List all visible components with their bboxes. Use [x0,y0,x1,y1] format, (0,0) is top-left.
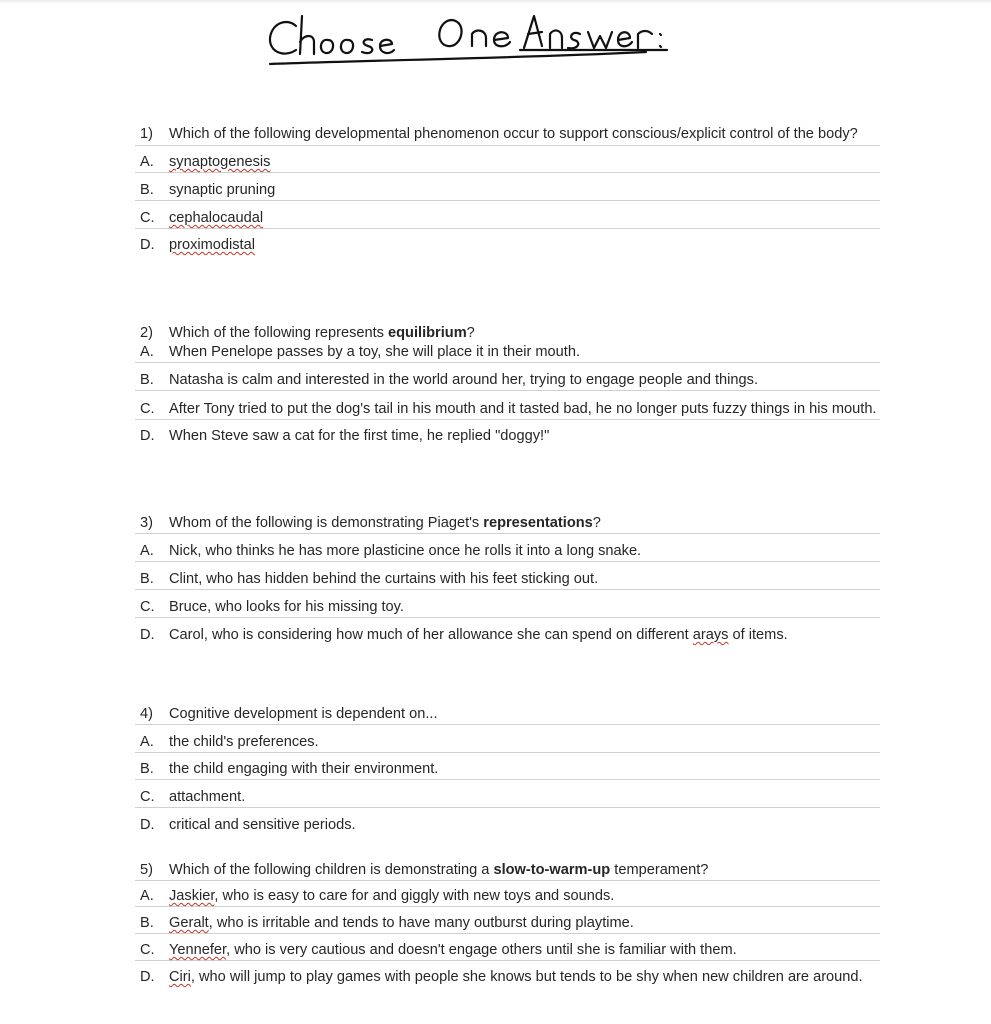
option-letter: C. [140,210,155,226]
option-text: synaptogenesis [169,154,271,170]
option-letter: C. [140,401,155,417]
option-letter: B. [140,761,154,777]
option-letter: D. [140,627,155,643]
question-text-post: temperament? [610,862,709,878]
option-text: , who is very cautious and doesn't engage others until she is familiar with them. [226,942,737,958]
option-row[interactable] [135,597,880,618]
option-text: When Penelope passes by a toy, she will place it in their mouth. [169,344,581,360]
option-letter: C. [140,789,155,805]
option-text: attachment. [169,789,246,805]
option-letter: D. [140,428,155,444]
option-text: cephalocaudal [169,210,264,226]
question-5 [135,860,880,987]
option-letter: A. [140,888,154,904]
option-row[interactable] [135,180,880,201]
option-letter: B. [140,571,154,587]
option-letter: C. [140,599,155,615]
handwritten-title [262,6,682,68]
question-number: 4) [140,706,153,722]
option-letter: A. [140,543,154,559]
question-text-post: ? [466,325,475,341]
option-row[interactable] [135,759,880,780]
option-row[interactable] [135,886,880,907]
question-keyword: slow-to-warm-up [493,862,611,878]
option-text: , who will jump to play games with people she knows but tends to be shy when new children are around. [190,969,863,985]
option-text: When Steve saw a cat for the first time, he replied "doggy!" [169,428,550,444]
option-row[interactable] [135,342,880,363]
question-stem [135,513,880,534]
option-letter: B. [140,372,154,388]
question-4 [135,704,880,835]
option-name: Yennefer [169,942,227,958]
option-text: the child engaging with their environment. [169,761,439,777]
question-text-pre: Which of the following represents [169,325,389,341]
option-text: After Tony tried to put the dog's tail in his mouth and it tasted bad, he no longer puts fuzzy things in his mouth. [169,401,877,417]
option-text: Clint, who has hidden behind the curtains with his feet sticking out. [169,571,599,587]
question-stem [135,704,880,725]
option-text: Natasha is calm and interested in the world around her, trying to engage people and things. [169,372,758,388]
option-text: Bruce, who looks for his missing toy. [169,599,404,615]
option-text-pre: Carol, who is considering how much of her allowance she can spend on different [169,627,693,643]
option-letter: A. [140,344,154,360]
option-row[interactable] [135,152,880,173]
option-row[interactable] [135,940,880,961]
option-row[interactable] [135,569,880,590]
option-row[interactable] [135,787,880,808]
option-row[interactable] [135,815,880,835]
option-name: Jaskier [169,888,215,904]
option-row[interactable] [135,732,880,753]
option-letter: D. [140,817,155,833]
option-row[interactable] [135,426,880,446]
option-text: proximodistal [169,237,255,253]
option-row[interactable] [135,370,880,391]
question-stem [135,860,880,881]
question-number: 5) [140,862,153,878]
question-text: Which of the following developmental phenomenon occur to support conscious/explicit control of the body? [169,126,858,142]
option-letter: D. [140,237,155,253]
question-3 [135,513,880,645]
option-letter: B. [140,182,154,198]
handwritten-title-drawing [262,6,682,68]
option-letter: D. [140,969,155,985]
option-row[interactable] [135,967,880,987]
question-text: Cognitive development is dependent on... [169,706,438,722]
option-row[interactable] [135,913,880,934]
option-text: , who is irritable and tends to have many outburst during playtime. [208,915,634,931]
option-text: critical and sensitive periods. [169,817,356,833]
option-text-misspelled: arays [692,627,729,643]
option-text-post: of items. [728,627,788,643]
question-number: 2) [140,325,153,341]
question-text-post: ? [592,515,601,531]
option-text: , who is easy to care for and giggly with new toys and sounds. [214,888,615,904]
question-2 [135,323,880,446]
question-text-pre: Which of the following children is demonstrating a [169,862,494,878]
option-letter: A. [140,734,154,750]
option-text: synaptic pruning [169,182,276,198]
question-keyword: equilibrium [388,325,467,341]
question-number: 1) [140,126,153,142]
option-name: Ciri [169,969,191,985]
option-text: Nick, who thinks he has more plasticine once he rolls it into a long snake. [169,543,642,559]
question-1 [135,124,880,255]
question-text-pre: Whom of the following is demonstrating Piaget's [169,515,484,531]
option-row[interactable] [135,625,880,645]
option-letter: A. [140,154,154,170]
question-stem [135,124,880,146]
option-row[interactable] [135,541,880,562]
option-row[interactable] [135,235,880,255]
option-text: the child's preferences. [169,734,319,750]
option-name: Geralt [169,915,209,931]
option-row[interactable] [135,208,880,229]
question-keyword: representations [483,515,593,531]
question-stem [135,323,880,343]
option-letter: B. [140,915,154,931]
option-row[interactable] [135,399,880,420]
question-number: 3) [140,515,153,531]
top-edge-shadow [0,0,991,4]
option-letter: C. [140,942,155,958]
